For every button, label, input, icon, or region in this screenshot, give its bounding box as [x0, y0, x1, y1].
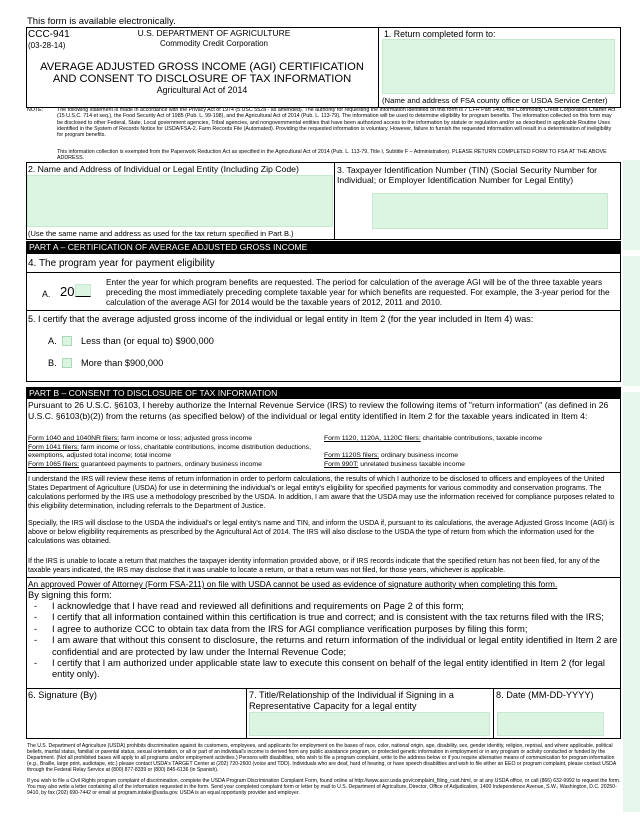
form-number: CCC-941 [28, 29, 70, 40]
paperwork-statement: This information collection is exempted from the Paperwork Reduction Act as specified in the Agricultural Act of 2014 (Pub. L. 113-79, Title I, Subtitle F – Administration). PLEASE RETURN COMPLETED FORM TO FSA AT THE ABOVE ADDRESS. [57, 149, 607, 162]
option-b-checkbox[interactable] [62, 358, 72, 368]
certification-item: - I certify that I am authorized under applicable state law to execute this consent on behalf of the legal entity identified in Item 2 (for legal entity only). [28, 658, 620, 681]
poa-notice: An approved Power of Attorney (Form FSA-211) on file with USDA cannot be used as evidence of signature authority when completing this form. [28, 579, 558, 589]
forms-left-list [28, 435, 318, 469]
item4-instructions: Enter the year for which program benefits are requested. The period for calculation of the average AGI will be of the three taxable years preceding the most immediately preceding complete taxable year for which benefits are requested. For example, the 3-year period for the calculation of the average AGI for 2014 would be the taxable years of 2012, 2011 and 2010. [106, 277, 610, 308]
item8-label: 8. Date (MM-DD-YYYY) [496, 690, 594, 700]
item1-label: 1. Return completed form to: [384, 29, 496, 39]
date-field[interactable] [497, 712, 604, 736]
part-b-header: PART B – CONSENT TO DISCLOSURE OF TAX INFORMATION [26, 387, 621, 399]
privacy-act-statement: The following statement is made in accordance with the Privacy Act of 1974 (5 USC 552a - as amended). The authority for requesting the information identified on this form is 7 CFR Part 1400, the Commodity Credit Corporation Charter Act (15 U.S.C. 714 et seq.), the Food Security Act of 1985 (Pub. L. 99-198), and the Agricultural Act of 2014 (Pub. L. 113-79). The information will be used to determine eligibility for program benefits. The information collected on this form may be disclosed to other Federal, State, Local government agencies, Tribal agencies, and nongovernmental entities that have been authorized access to the information by statute or regulation and/or as described in applicable Routine Uses identified in the System of Records Notice for USDA/FSA-2, Farm Records File (Automated). Providing the requested information is voluntary. However, failure to furnish the requested information will result in a determination of ineligibility for program benefits. [57, 107, 616, 139]
corporation-name: Commodity Credit Corporation [159, 39, 269, 48]
item2-caption: (Use the same name and address as used for the tax return specified in Part B.) [28, 229, 294, 238]
option-b-label: More than $900,000 [81, 358, 164, 368]
item3-label: 3. Taxpayer Identification Number (TIN) (Social Security Number for Individual; or Employer Identification Number for Legal Entity) [337, 165, 598, 186]
sidebar-strip [623, 256, 640, 386]
disclosure-paragraph-3: If the IRS is unable to locate a return that matches the taxpayer identity information provided above, or if IRS records indicate that the specified return has not been filed, for any of the taxable years indicated, the IRS may disclose that it was unable to locate a return, or that a return was not filed, for those years, whichever is applicable. [28, 557, 600, 574]
disclosure-paragraph-2: Specially, the IRS will disclose to the USDA the individual's or legal entity's name and TIN, and inform the USDA if, pursuant to its calculations, the average Adjusted Gross Income (AGI) is above or below eligibility requirements as prescribed by the Agricultural Act of 2014. The IRS will also disclose to the USDA the type of return from which the information used for the calculations was obtained. [28, 519, 615, 545]
form-entry: Form 1040 and 1040NR filers: farm income or loss; adjusted gross income [28, 435, 253, 442]
item6-label: 6. Signature (By) [28, 690, 97, 700]
page-subtitle: AND CONSENT TO DISCLOSURE OF TAX INFORMATION [52, 73, 352, 85]
title-relationship-field[interactable] [249, 712, 490, 736]
item4-label: 4. The program year for payment eligibility [28, 258, 215, 269]
option-b-letter: B. [48, 358, 57, 368]
certification-item: - I acknowledge that I have read and reviewed all definitions and requirements on Page 2 of this form; [28, 601, 620, 612]
note-label: NOTE: [27, 107, 44, 113]
return-address-field[interactable] [382, 39, 615, 94]
signing-intro: By signing this form: [28, 590, 112, 600]
name-address-field[interactable] [27, 175, 333, 227]
part-a-header: PART A – CERTIFICATION OF AVERAGE ADJUSTED GROSS INCOME [26, 241, 621, 254]
page-title: AVERAGE ADJUSTED GROSS INCOME (AGI) CERTIFICATION [40, 61, 364, 73]
item5-label: 5. I certify that the average adjusted gross income of the individual or legal entity in Item 2 (for the year included in Item 4) was: [28, 314, 534, 324]
item1-caption: (Name and address of FSA county office or USDA Service Center) [382, 96, 608, 105]
item7-label: 7. Title/Relationship of the Individual if Signing in a Representative Capacity for a legal entity [249, 690, 454, 711]
form-entry: Form 1120S filers: ordinary business income [324, 452, 458, 460]
form-entry: Form 1065 filers: guaranteed payments to partners, ordinary business income [28, 460, 262, 468]
form-date: (03-28-14) [28, 41, 66, 50]
sidebar-strip [623, 160, 640, 250]
certification-list [28, 601, 620, 681]
signature-field[interactable] [28, 702, 244, 736]
item4-a-letter: A. [42, 289, 51, 299]
option-a-label: Less than (or equal to) $900,000 [81, 336, 214, 346]
form-entry: Form 1120, 1120A, 1120C filers: charitable contributions, taxable income [324, 435, 542, 442]
certification-item: - I certify that all information contained within this certification is true and correct; and is consistent with the tax returns filed with the IRS; [28, 612, 620, 623]
complaint-statement: If you wish to file a Civil Rights program complaint of discrimination, complete the USDA Program Discrimination Complaint Form, found online at http://www.ascr.usda.gov/complaint_filing_cust.html, or at any USDA office, or call (866) 632-9992 to request the form. You may also write a letter containing all of the information requested in the form. Send your completed complaint form or letter by mail to U.S. Department of Agriculture, Director, Office of Adjudication, 1400 Independence Avenue, S.W., Washington, D.C. 20250-9410, by fax (202) 690-7442 or email at program.intake@usda.gov. USDA is an equal opportunity provider and employer. [27, 778, 621, 796]
form-entry: Form 990T: unrelated business taxable income [324, 460, 465, 468]
disclosure-paragraph-1: I understand the IRS will review these items of return information in order to perform calculations, the results of which I authorize to be disclosed to officers and employees of the United States Department of Agriculture (USDA) for use in determining the individual's or legal entity's eligibility for specified payments for various commodity and conservation programs. The calculations performed by the IRS use a methodology prescribed by the USDA. In addition, I am aware that the USDA may use the information received for compliance purposes related to this eligibility determination, including referrals to the Department of Justice. [28, 475, 615, 510]
part-b-intro: Pursuant to 26 U.S.C. §6103, I hereby authorize the Internal Revenue Service (IRS) to review the following items of "return information" (as defined in 26 U.S.C. §6103(b)(2)) from the returns (as specified below) of the individual or legal entity identified in Item 2 for the taxable years indicated in Item 4: [28, 400, 609, 421]
option-a-letter: A. [48, 336, 57, 346]
year-prefix: 20 [60, 284, 75, 299]
certification-item: - I am aware that without this consent to disclosure, the returns and return information of the individual or legal entity identified in Item 2 are confidential and are protected by law under the Internal Revenue Code; [28, 635, 620, 658]
availability-note: This form is available electronically. [27, 16, 176, 27]
certification-item: - I agree to authorize CCC to obtain tax data from the IRS for AGI compliance verification purposes by filing this form; [28, 624, 620, 635]
act-name: Agricultural Act of 2014 [156, 85, 248, 95]
nondiscrimination-statement: The U.S. Department of Agriculture (USDA) prohibits discrimination against its customers, employees, and applicants for employment on the bases of race, color, national origin, age, disability, sex, gender identity, religion, reprisal, and where applicable, political beliefs, marital status, familial or parental status, sexual orientation, or all or part of an individual's income is derived from any public assistance program, or protected genetic information in employment or in any program or activity conducted or funded by the Department. (Not all prohibited bases will apply to all programs and/or employment activities.) Persons with disabilities, who wish to file a program complaint, write to the address below or if you require alternative means of communication for program information (e.g., Braille, large print, audiotape, etc.) please contact USDA's TARGET Center at (202) 720-2600 (voice and TDD). Individuals who are deaf, hard of hearing, or have speech disabilities and wish to file either an EEO or program complaint, please contact USDA through the Federal Relay Service at (800) 877-8339 or (800) 845-6136 (in Spanish). [27, 743, 616, 773]
program-year-input[interactable] [75, 284, 91, 297]
sidebar-strip [623, 392, 640, 812]
agency-name: U.S. DEPARTMENT OF AGRICULTURE [137, 28, 291, 38]
tin-field[interactable] [372, 193, 608, 229]
forms-right-list [324, 435, 618, 469]
item2-label: 2. Name and Address of Individual or Legal Entity (Including Zip Code) [28, 164, 299, 174]
option-a-checkbox[interactable] [62, 336, 72, 346]
form-entry: Form 1041 filers: farm income or loss, charitable contributions, income distribution deductions, exemptions, adjusted total income; total income [28, 443, 311, 460]
